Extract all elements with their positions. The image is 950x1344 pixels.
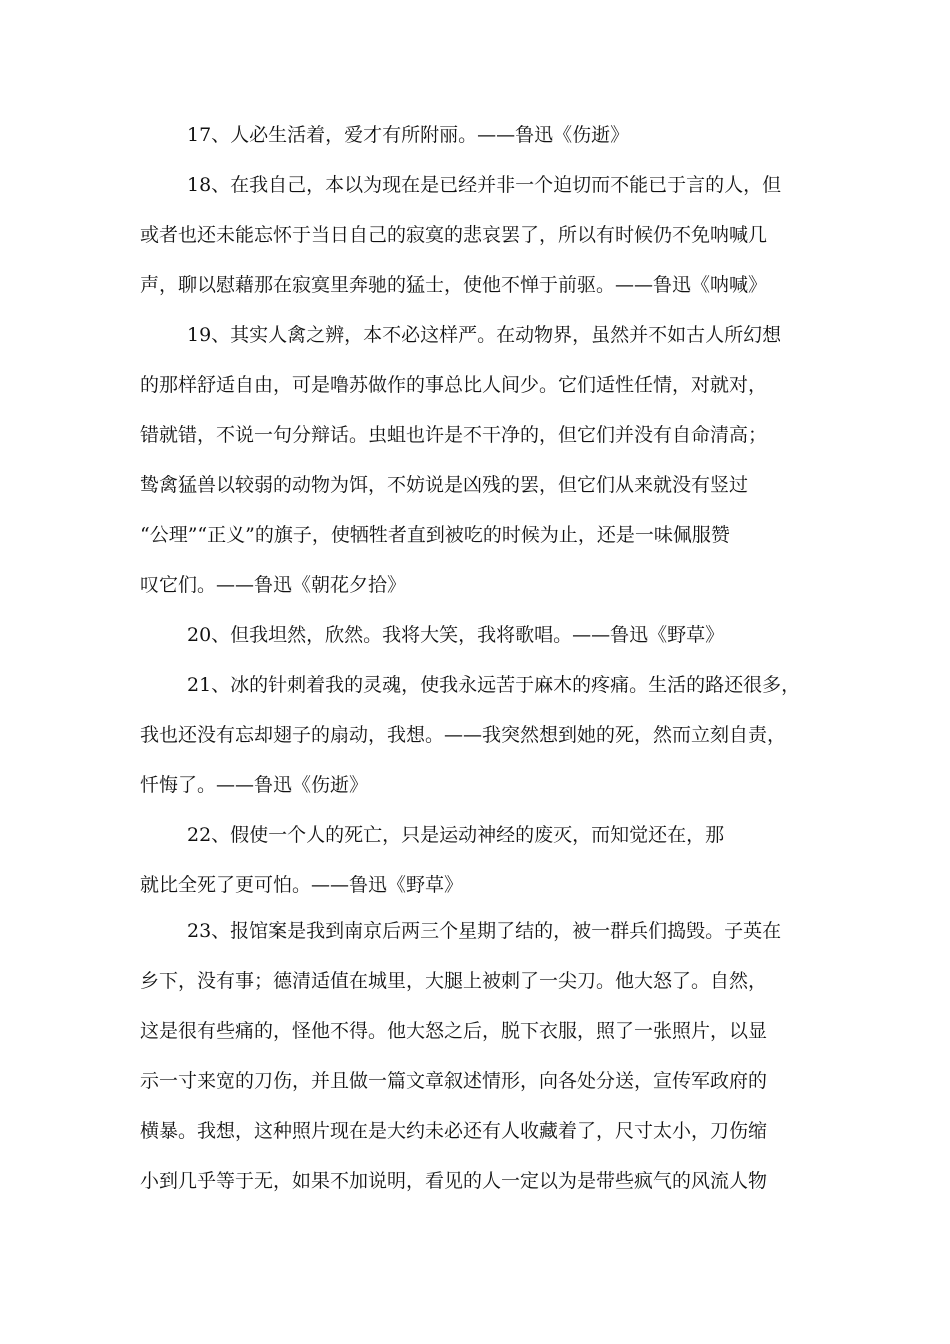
quote-22-line-2: 就比全死了更可怕。——鲁迅《野草》 <box>140 874 464 896</box>
quote-18-line-3: 声，聊以慰藉那在寂寞里奔驰的猛士，使他不惮于前驱。——鲁迅《呐喊》 <box>140 274 768 296</box>
quote-21-line-3: 忏悔了。——鲁迅《伤逝》 <box>140 774 369 796</box>
quote-21-line-2: 我也还没有忘却翅子的扇动，我想。——我突然想到她的死，然而立刻自责， <box>140 724 787 746</box>
quote-23-line-2: 乡下，没有事；德清适值在城里，大腿上被刺了一尖刀。他大怒了。自然， <box>140 970 768 992</box>
quote-22-line-1: 22、假使一个人的死亡，只是运动神经的废灭，而知觉还在，那 <box>187 824 725 846</box>
quote-20-line-1: 20、但我坦然，欣然。我将大笑，我将歌唱。——鲁迅《野草》 <box>187 624 725 646</box>
quote-23-line-4: 示一寸来宽的刀伤，并且做一篇文章叙述情形，向各处分送，宣传军政府的 <box>140 1070 768 1092</box>
quote-21-line-1: 21、冰的针刺着我的灵魂，使我永远苦于麻木的疼痛。生活的路还很多， <box>187 674 801 696</box>
quote-19-line-6: 叹它们。——鲁迅《朝花夕拾》 <box>140 574 407 596</box>
quote-18-line-1: 18、在我自己，本以为现在是已经并非一个迫切而不能已于言的人，但 <box>187 174 782 196</box>
quote-17-line-1: 17、人必生活着，爱才有所附丽。——鲁迅《伤逝》 <box>187 124 630 146</box>
quote-19-line-4: 鸷禽猛兽以较弱的动物为饵，不妨说是凶残的罢，但它们从来就没有竖过 <box>140 474 749 496</box>
quote-19-line-5: “公理”“正义”的旗子，使牺牲者直到被吃的时候为止，还是一味佩服赞 <box>140 524 730 546</box>
quote-18-line-2: 或者也还未能忘怀于当日自己的寂寞的悲哀罢了，所以有时候仍不免呐喊几 <box>140 224 768 246</box>
quote-19-line-2: 的那样舒适自由，可是噜苏做作的事总比人间少。它们适性任情，对就对， <box>140 374 768 396</box>
quote-19-line-3: 错就错，不说一句分辩话。虫蛆也许是不干净的，但它们并没有自命清高； <box>140 424 768 446</box>
quote-23-line-1: 23、报馆案是我到南京后两三个星期了结的，被一群兵们捣毁。子英在 <box>187 920 782 942</box>
quote-19-line-1: 19、其实人禽之辨，本不必这样严。在动物界，虽然并不如古人所幻想 <box>187 324 782 346</box>
quote-23-line-6: 小到几乎等于无，如果不加说明，看见的人一定以为是带些疯气的风流人物 <box>140 1170 768 1192</box>
quote-23-line-5: 横暴。我想，这种照片现在是大约未必还有人收藏着了，尺寸太小，刀伤缩 <box>140 1120 768 1142</box>
quote-23-line-3: 这是很有些痛的，怪他不得。他大怒之后，脱下衣服，照了一张照片，以显 <box>140 1020 768 1042</box>
